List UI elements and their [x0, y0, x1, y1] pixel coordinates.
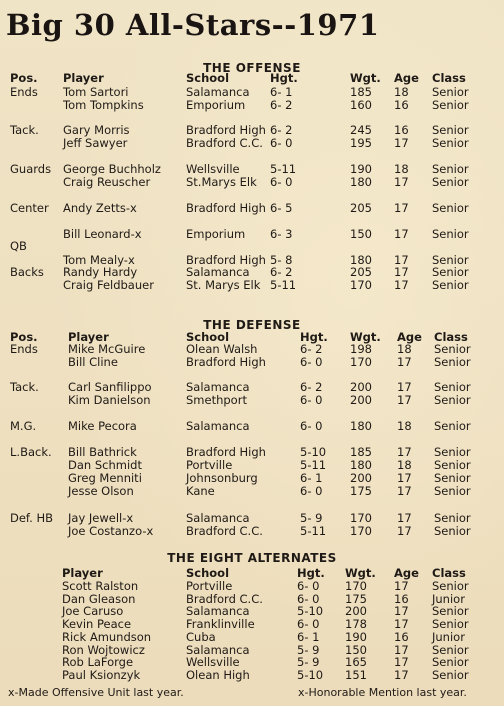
- cell-school: Franklinville: [186, 617, 255, 631]
- offense-heading: THE OFFENSE: [203, 61, 301, 75]
- header-age: Age: [397, 330, 422, 344]
- cell-age: 17: [394, 617, 409, 631]
- header-class: Class: [432, 71, 466, 85]
- cell-wgt: 195: [350, 136, 372, 150]
- cell-school: Portville: [186, 579, 233, 593]
- cell-hgt: 6- 0: [300, 355, 323, 369]
- cell-school: Wellsville: [186, 162, 240, 176]
- offense-row: [0, 137, 504, 150]
- cell-wgt: 170: [350, 511, 372, 525]
- cell-player: Dan Schmidt: [68, 458, 142, 472]
- header-class: Class: [434, 330, 468, 344]
- cell-class: Senior: [434, 393, 471, 407]
- cell-player: Bill Bathrick: [68, 445, 137, 459]
- cell-player: Bill Cline: [68, 355, 118, 369]
- offense-row: [0, 176, 504, 189]
- cell-age: 17: [397, 380, 412, 394]
- cell-age: 17: [397, 511, 412, 525]
- cell-class: Senior: [434, 458, 471, 472]
- cell-hgt: 5-11: [270, 278, 297, 292]
- cell-hgt: 6- 0: [297, 579, 320, 593]
- header-hgt: Hgt.: [297, 566, 325, 580]
- cell-pos: Ends: [10, 85, 38, 99]
- cell-class: Senior: [434, 419, 471, 433]
- cell-class: Senior: [432, 604, 469, 618]
- cell-player: Kim Danielson: [68, 393, 151, 407]
- cell-hgt: 5- 9: [300, 511, 323, 525]
- cell-hgt: 6- 0: [297, 617, 320, 631]
- cell-school: Salamanca: [186, 419, 250, 433]
- cell-class: Senior: [434, 511, 471, 525]
- cell-wgt: 200: [345, 604, 367, 618]
- cell-player: Randy Hardy: [63, 265, 138, 279]
- cell-pos: Tack.: [10, 380, 39, 394]
- cell-hgt: 6- 1: [297, 630, 320, 644]
- cell-class: Senior: [432, 123, 469, 137]
- cell-wgt: 170: [350, 524, 372, 538]
- cell-hgt: 5-11: [300, 458, 327, 472]
- cell-school: Olean Walsh: [186, 342, 258, 356]
- cell-hgt: 5-10: [297, 668, 324, 682]
- cell-wgt: 185: [350, 85, 372, 99]
- page-title: Big 30 All-Stars--1971: [6, 8, 380, 42]
- cell-player: Craig Reuscher: [63, 175, 151, 189]
- cell-pos: L.Back.: [10, 445, 52, 459]
- cell-hgt: 6- 0: [270, 175, 293, 189]
- cell-wgt: 200: [350, 471, 372, 485]
- cell-player: Greg Menniti: [68, 471, 142, 485]
- cell-class: Senior: [432, 253, 469, 267]
- cell-player: Kevin Peace: [62, 617, 132, 631]
- cell-school: St.Marys Elk: [186, 175, 257, 189]
- cell-wgt: 175: [345, 592, 367, 606]
- cell-school: Bradford C.C.: [186, 136, 263, 150]
- cell-school: Bradford High: [186, 201, 266, 215]
- cell-player: Joe Caruso: [62, 604, 124, 618]
- cell-wgt: 160: [350, 98, 372, 112]
- cell-class: Senior: [432, 643, 469, 657]
- cell-player: Dan Gleason: [62, 592, 136, 606]
- cell-hgt: 6- 3: [270, 227, 293, 241]
- header-school: School: [186, 330, 230, 344]
- cell-wgt: 190: [350, 162, 372, 176]
- cell-hgt: 6- 2: [270, 123, 293, 137]
- header-class: Class: [432, 566, 466, 580]
- header-wgt: Wgt.: [350, 71, 381, 85]
- cell-hgt: 6- 2: [300, 342, 323, 356]
- cell-age: 17: [394, 253, 409, 267]
- cell-hgt: 6- 1: [300, 471, 323, 485]
- cell-hgt: 5-11: [270, 162, 297, 176]
- cell-player: Joe Costanzo-x: [68, 524, 154, 538]
- cell-player: George Buchholz: [63, 162, 161, 176]
- cell-class: Senior: [434, 445, 471, 459]
- cell-class: Senior: [432, 617, 469, 631]
- cell-class: Senior: [434, 342, 471, 356]
- cell-wgt: 198: [350, 342, 372, 356]
- header-age: Age: [394, 566, 419, 580]
- cell-player: Mike Pecora: [68, 419, 137, 433]
- header-hgt: Hgt.: [300, 330, 328, 344]
- cell-hgt: 6- 0: [300, 393, 323, 407]
- cell-age: 17: [394, 278, 409, 292]
- header-school: School: [186, 71, 230, 85]
- cell-wgt: 200: [350, 393, 372, 407]
- cell-wgt: 165: [345, 655, 367, 669]
- cell-player: Jay Jewell-x: [68, 511, 134, 525]
- alternates-heading: THE EIGHT ALTERNATES: [167, 551, 337, 565]
- cell-class: Senior: [432, 227, 469, 241]
- cell-age: 18: [397, 458, 412, 472]
- cell-age: 17: [397, 445, 412, 459]
- cell-school: Salamanca: [186, 380, 250, 394]
- cell-class: Senior: [434, 380, 471, 394]
- cell-player: Tom Mealy-x: [63, 253, 135, 267]
- cell-player: Rob LaForge: [62, 655, 134, 669]
- cell-pos: QB: [10, 239, 27, 253]
- cell-school: Bradford High: [186, 253, 266, 267]
- cell-class: Senior: [432, 579, 469, 593]
- cell-age: 17: [394, 175, 409, 189]
- cell-player: Mike McGuire: [68, 342, 146, 356]
- cell-school: Portville: [186, 458, 233, 472]
- cell-wgt: 180: [350, 253, 372, 267]
- footnote-offensive-unit: x-Made Offensive Unit last year.: [8, 686, 184, 699]
- offense-row: [0, 279, 504, 292]
- cell-school: Kane: [186, 484, 215, 498]
- header-wgt: Wgt.: [350, 330, 381, 344]
- cell-class: Senior: [434, 484, 471, 498]
- cell-age: 17: [394, 136, 409, 150]
- header-wgt: Wgt.: [345, 566, 376, 580]
- defense-row: [0, 525, 504, 538]
- cell-age: 16: [394, 592, 409, 606]
- cell-wgt: 150: [345, 643, 367, 657]
- cell-class: Senior: [432, 201, 469, 215]
- cell-age: 17: [394, 655, 409, 669]
- cell-pos: Guards: [10, 162, 52, 176]
- offense-row: [0, 240, 504, 253]
- cell-school: St. Marys Elk: [186, 278, 261, 292]
- cell-age: 17: [394, 604, 409, 618]
- header-school: School: [186, 566, 230, 580]
- cell-class: Senior: [432, 85, 469, 99]
- cell-hgt: 6- 0: [297, 592, 320, 606]
- cell-wgt: 170: [345, 579, 367, 593]
- cell-player: Jesse Olson: [68, 484, 134, 498]
- defense-row: [0, 394, 504, 407]
- cell-player: Rick Amundson: [62, 630, 152, 644]
- cell-school: Bradford C.C.: [186, 592, 263, 606]
- cell-age: 17: [397, 471, 412, 485]
- cell-wgt: 150: [350, 227, 372, 241]
- cell-school: Salamanca: [186, 511, 250, 525]
- cell-hgt: 5-10: [300, 445, 327, 459]
- footnote-honorable-mention: x-Honorable Mention last year.: [298, 686, 467, 699]
- cell-wgt: 170: [350, 278, 372, 292]
- cell-class: Senior: [432, 162, 469, 176]
- cell-class: Senior: [432, 655, 469, 669]
- cell-class: Senior: [432, 175, 469, 189]
- cell-class: Senior: [434, 524, 471, 538]
- cell-pos: Def. HB: [10, 511, 53, 525]
- cell-hgt: 6- 2: [270, 265, 293, 279]
- cell-school: Johnsonburg: [186, 471, 258, 485]
- cell-age: 16: [394, 123, 409, 137]
- cell-age: 17: [394, 227, 409, 241]
- cell-hgt: 6- 0: [300, 484, 323, 498]
- header-pos: Pos.: [10, 330, 38, 344]
- offense-column-headers: [0, 72, 504, 85]
- cell-school: Wellsville: [186, 655, 240, 669]
- cell-pos: Backs: [10, 265, 44, 279]
- cell-hgt: 6- 0: [270, 136, 293, 150]
- cell-hgt: 5-11: [300, 524, 327, 538]
- cell-hgt: 5- 8: [270, 253, 293, 267]
- cell-school: Emporium: [186, 227, 246, 241]
- header-player: Player: [63, 71, 104, 85]
- cell-school: Olean High: [186, 668, 250, 682]
- cell-school: Bradford High: [186, 445, 266, 459]
- cell-hgt: 5- 9: [297, 655, 320, 669]
- header-hgt: Hgt.: [270, 71, 298, 85]
- cell-hgt: 6- 0: [300, 419, 323, 433]
- cell-hgt: 6- 5: [270, 201, 293, 215]
- defense-row: [0, 420, 504, 433]
- cell-hgt: 6- 1: [270, 85, 293, 99]
- cell-wgt: 245: [350, 123, 372, 137]
- cell-hgt: 6- 2: [270, 98, 293, 112]
- cell-wgt: 190: [345, 630, 367, 644]
- cell-wgt: 178: [345, 617, 367, 631]
- cell-school: Smethport: [186, 393, 247, 407]
- cell-class: Senior: [434, 471, 471, 485]
- cell-player: Tom Tompkins: [63, 98, 144, 112]
- cell-age: 16: [394, 630, 409, 644]
- cell-wgt: 205: [350, 265, 372, 279]
- cell-age: 17: [397, 524, 412, 538]
- alternates-row: [0, 669, 504, 682]
- cell-wgt: 200: [350, 380, 372, 394]
- cell-age: 18: [394, 85, 409, 99]
- defense-row: [0, 485, 504, 498]
- cell-wgt: 180: [350, 419, 372, 433]
- cell-school: Bradford High: [186, 123, 266, 137]
- cell-wgt: 180: [350, 175, 372, 189]
- cell-school: Bradford C.C.: [186, 524, 263, 538]
- defense-row: [0, 356, 504, 369]
- cell-age: 17: [394, 265, 409, 279]
- cell-player: Scott Ralston: [62, 579, 139, 593]
- cell-player: Tom Sartori: [63, 85, 129, 99]
- cell-wgt: 180: [350, 458, 372, 472]
- cell-hgt: 6- 2: [300, 380, 323, 394]
- cell-class: Junior: [432, 630, 465, 644]
- offense-row: [0, 202, 504, 215]
- cell-school: Salamanca: [186, 643, 250, 657]
- cell-class: Senior: [432, 265, 469, 279]
- cell-pos: Tack.: [10, 123, 39, 137]
- cell-age: 17: [394, 643, 409, 657]
- cell-hgt: 5- 9: [297, 643, 320, 657]
- cell-wgt: 205: [350, 201, 372, 215]
- cell-class: Senior: [432, 668, 469, 682]
- cell-pos: Ends: [10, 342, 38, 356]
- cell-wgt: 151: [345, 668, 367, 682]
- header-pos: Pos.: [10, 71, 38, 85]
- cell-age: 18: [397, 342, 412, 356]
- cell-hgt: 5-10: [297, 604, 324, 618]
- cell-pos: M.G.: [10, 419, 37, 433]
- cell-player: Bill Leonard-x: [63, 227, 142, 241]
- cell-school: Salamanca: [186, 85, 250, 99]
- offense-row: [0, 99, 504, 112]
- cell-school: Cuba: [186, 630, 216, 644]
- cell-wgt: 185: [350, 445, 372, 459]
- cell-age: 18: [394, 162, 409, 176]
- cell-age: 17: [394, 579, 409, 593]
- cell-wgt: 175: [350, 484, 372, 498]
- cell-school: Salamanca: [186, 265, 250, 279]
- cell-age: 17: [397, 484, 412, 498]
- cell-player: Paul Ksionzyk: [62, 668, 141, 682]
- cell-school: Emporium: [186, 98, 246, 112]
- cell-age: 18: [397, 419, 412, 433]
- cell-age: 17: [394, 668, 409, 682]
- cell-age: 17: [397, 393, 412, 407]
- cell-player: Jeff Sawyer: [63, 136, 128, 150]
- defense-heading: THE DEFENSE: [203, 318, 301, 332]
- cell-class: Senior: [432, 136, 469, 150]
- cell-pos: Center: [10, 201, 49, 215]
- cell-player: Andy Zetts-x: [63, 201, 137, 215]
- cell-age: 16: [394, 98, 409, 112]
- cell-class: Senior: [432, 278, 469, 292]
- header-player: Player: [68, 330, 109, 344]
- cell-player: Gary Morris: [63, 123, 130, 137]
- cell-player: Ron Wojtowicz: [62, 643, 145, 657]
- cell-age: 17: [394, 201, 409, 215]
- cell-school: Bradford High: [186, 355, 266, 369]
- cell-school: Salamanca: [186, 604, 250, 618]
- cell-class: Senior: [432, 98, 469, 112]
- cell-class: Junior: [432, 592, 465, 606]
- cell-player: Carl Sanfilippo: [68, 380, 152, 394]
- header-age: Age: [394, 71, 419, 85]
- cell-age: 17: [397, 355, 412, 369]
- header-player: Player: [62, 566, 103, 580]
- cell-wgt: 170: [350, 355, 372, 369]
- cell-player: Craig Feldbauer: [63, 278, 154, 292]
- cell-class: Senior: [434, 355, 471, 369]
